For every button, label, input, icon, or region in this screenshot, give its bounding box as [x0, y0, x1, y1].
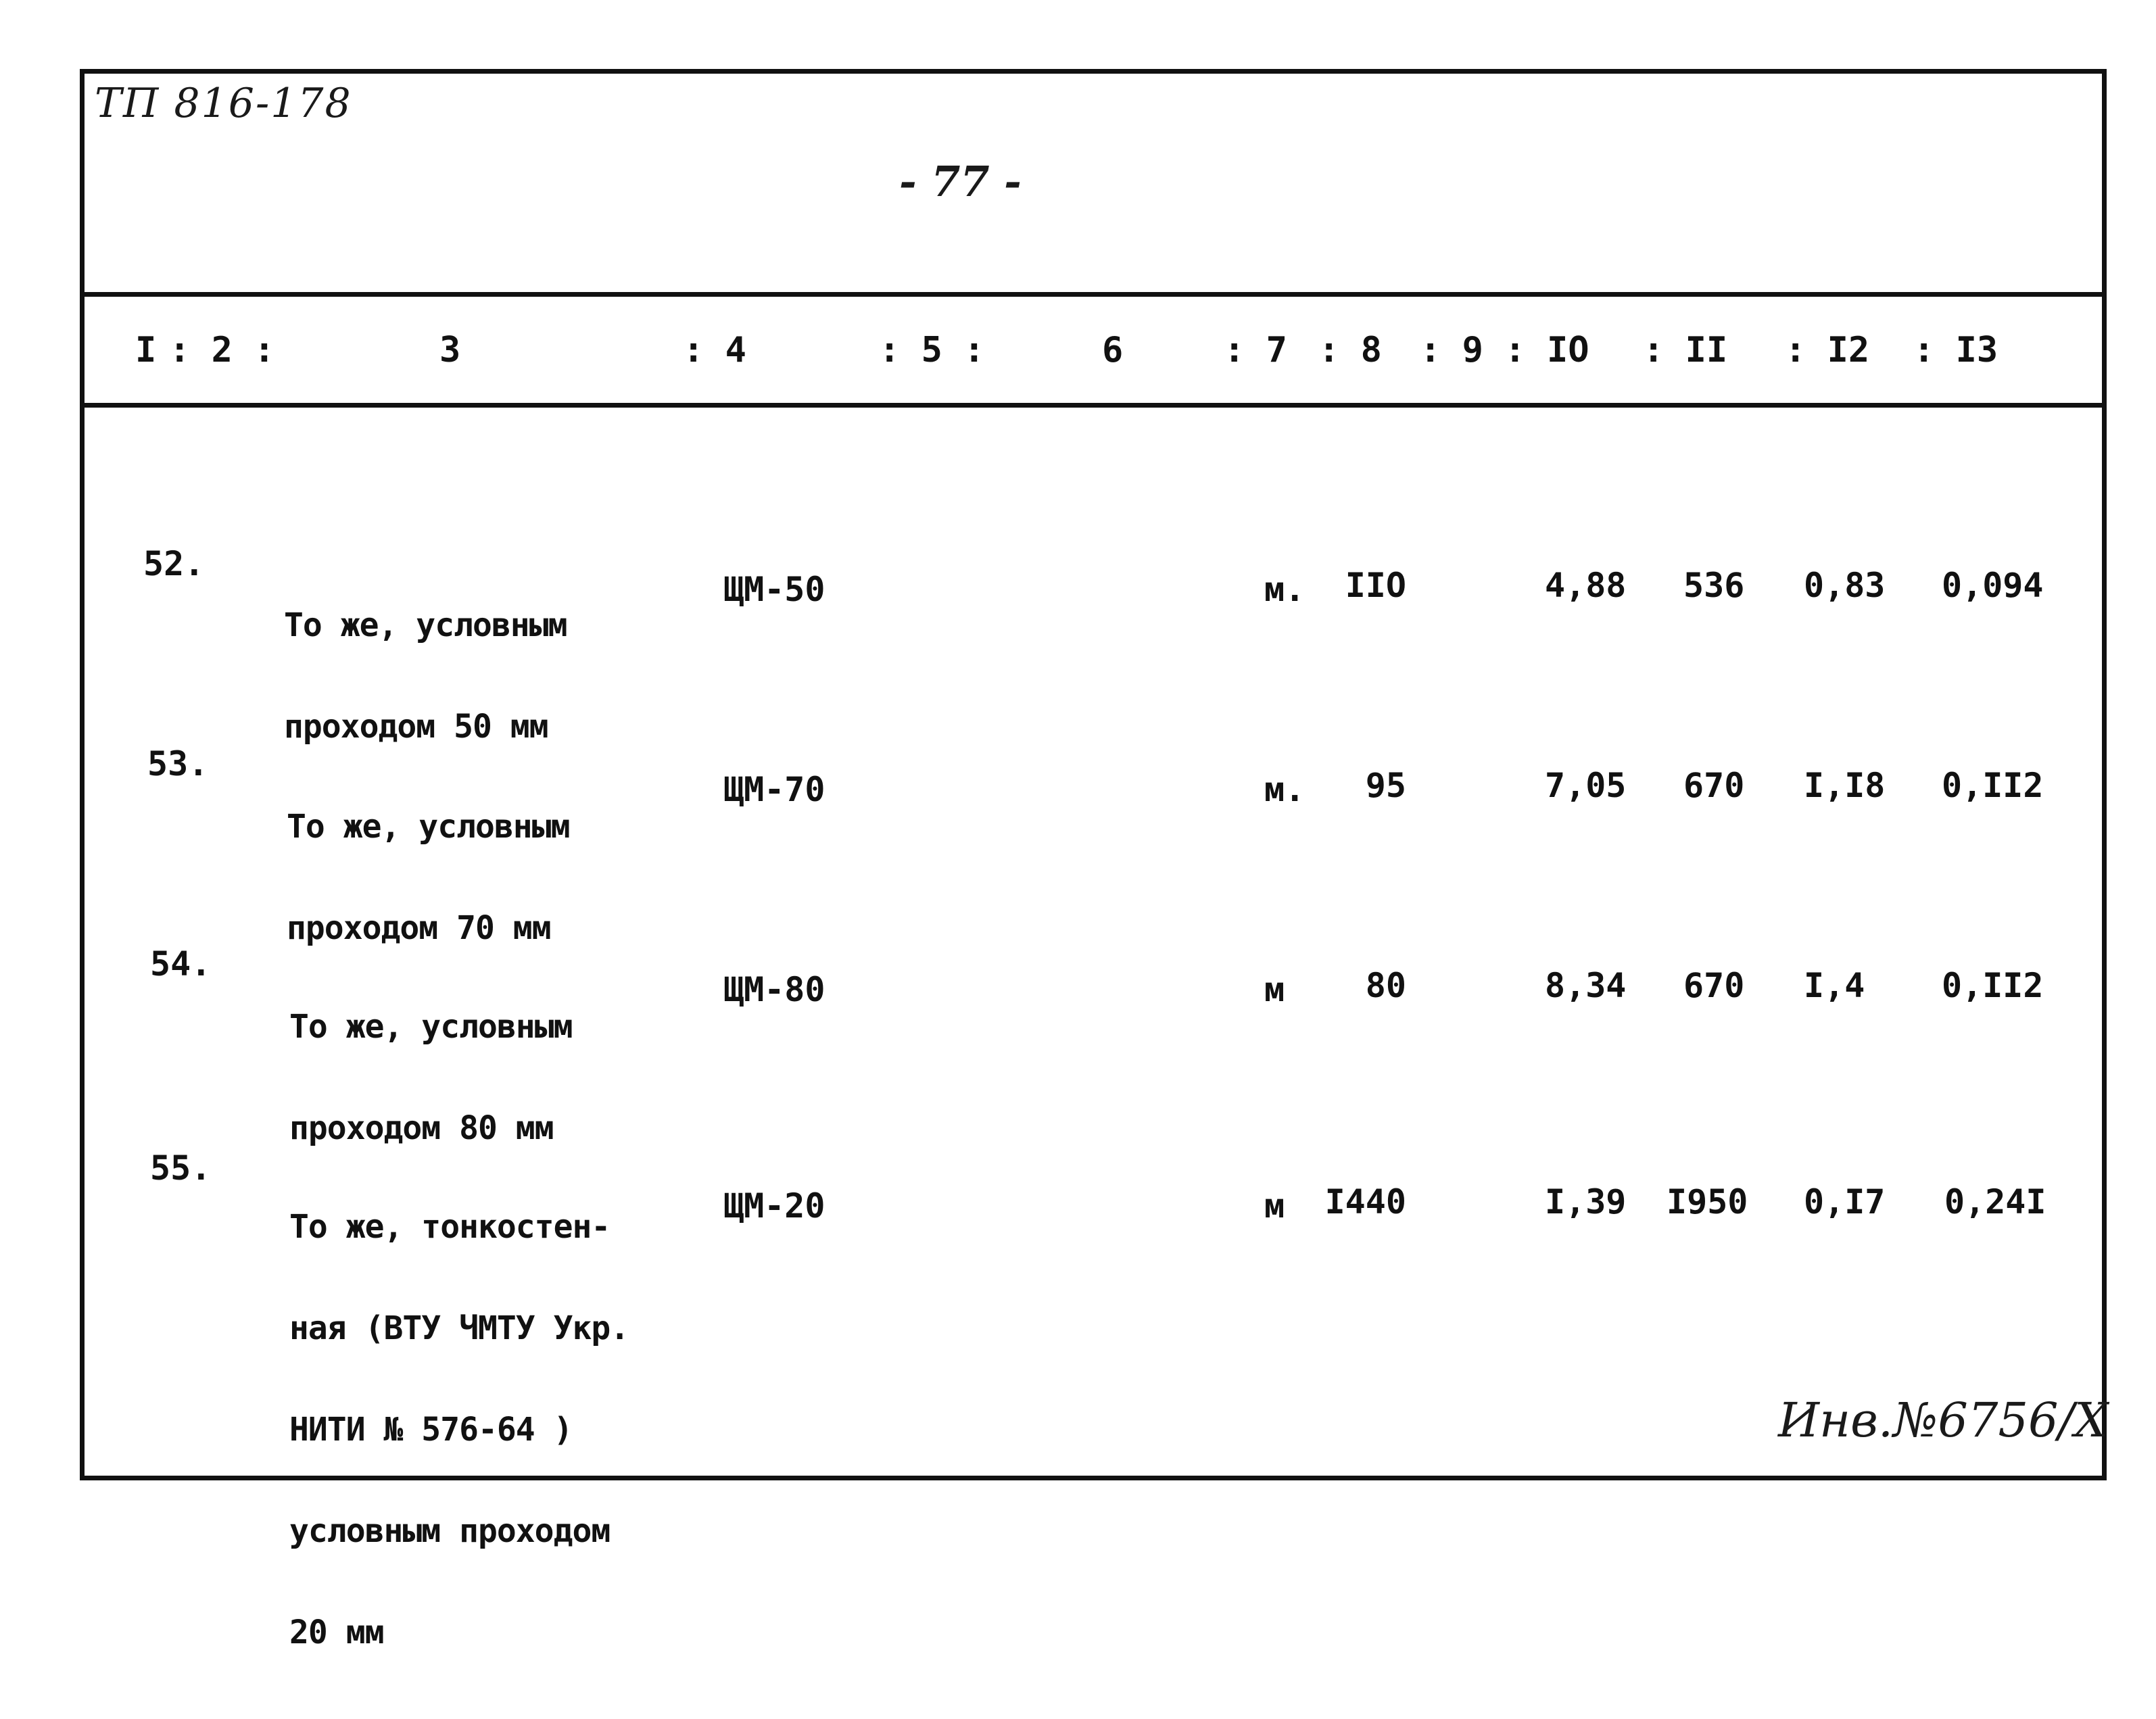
row-col12: 0,83 — [1804, 566, 1886, 605]
row-mark: ЩМ-20 — [723, 1186, 825, 1226]
row-col13: 0,II2 — [1942, 966, 2044, 1005]
row-col11: 670 — [1683, 966, 1745, 1005]
row-col11: I950 — [1667, 1182, 1748, 1221]
row-mark: ЩМ-50 — [723, 570, 825, 609]
col-head-8: : 8 — [1318, 330, 1382, 370]
row-col10: 4,88 — [1545, 566, 1627, 605]
col-head-12: : I2 — [1785, 330, 1870, 370]
row-col12: I,4 — [1804, 966, 1865, 1005]
row-col13: 0,II2 — [1942, 766, 2044, 805]
row-quantity: 80 — [1365, 966, 1406, 1005]
row-col11: 670 — [1683, 766, 1745, 805]
row-mark: ЩМ-70 — [723, 770, 825, 809]
row-quantity: IIO — [1345, 566, 1406, 605]
row-description: То же, условным проходом 80 мм — [289, 1008, 573, 1147]
col-head-1: I — [135, 330, 157, 370]
row-number: 53. — [147, 744, 209, 783]
row-description: То же, условным проходом 70 мм — [287, 808, 570, 947]
col-head-2: : 2 : — [169, 330, 275, 370]
row-description: То же, условным проходом 50 мм — [284, 606, 567, 746]
row-unit: м. — [1264, 770, 1305, 809]
col-head-13: : I3 — [1913, 330, 1998, 370]
row-col13: 0,24I — [1944, 1182, 2046, 1221]
col-head-3: 3 — [439, 330, 461, 370]
col-head-9: : 9 : — [1420, 330, 1526, 370]
row-col12: 0,I7 — [1804, 1182, 1886, 1221]
col-head-6: 6 — [1102, 330, 1124, 370]
row-col11: 536 — [1683, 566, 1745, 605]
page-number: - 77 - — [899, 157, 1022, 206]
row-col10: 7,05 — [1545, 766, 1627, 805]
row-unit: м. — [1264, 570, 1305, 609]
row-number: 55. — [150, 1148, 212, 1188]
row-col10: 8,34 — [1545, 966, 1627, 1005]
row-col10: I,39 — [1545, 1182, 1627, 1221]
inventory-number: Инв.№6756/X — [1778, 1393, 2108, 1448]
col-head-10: IO — [1547, 330, 1589, 370]
col-head-7: : 7 — [1224, 330, 1287, 370]
col-head-5: : 5 : — [879, 330, 985, 370]
header-rule — [80, 292, 2107, 297]
col-head-4: : 4 — [683, 330, 746, 370]
row-description: То же, тонкостен- ная (ВТУ ЧМТУ Укр. НИТИ № 576-64 ) условным проходом 20 мм — [289, 1208, 629, 1651]
row-unit: м — [1264, 1186, 1285, 1226]
row-col12: I,I8 — [1804, 766, 1886, 805]
row-quantity: I440 — [1324, 1182, 1406, 1221]
row-number: 52. — [143, 544, 205, 583]
row-quantity: 95 — [1365, 766, 1406, 805]
col-head-11: : II — [1643, 330, 1728, 370]
row-col13: 0,094 — [1942, 566, 2044, 605]
row-unit: м — [1264, 970, 1285, 1009]
column-header-rule — [80, 403, 2107, 408]
row-mark: ЩМ-80 — [723, 970, 825, 1009]
document-code: ТП 816-178 — [95, 80, 352, 127]
row-number: 54. — [150, 944, 212, 984]
